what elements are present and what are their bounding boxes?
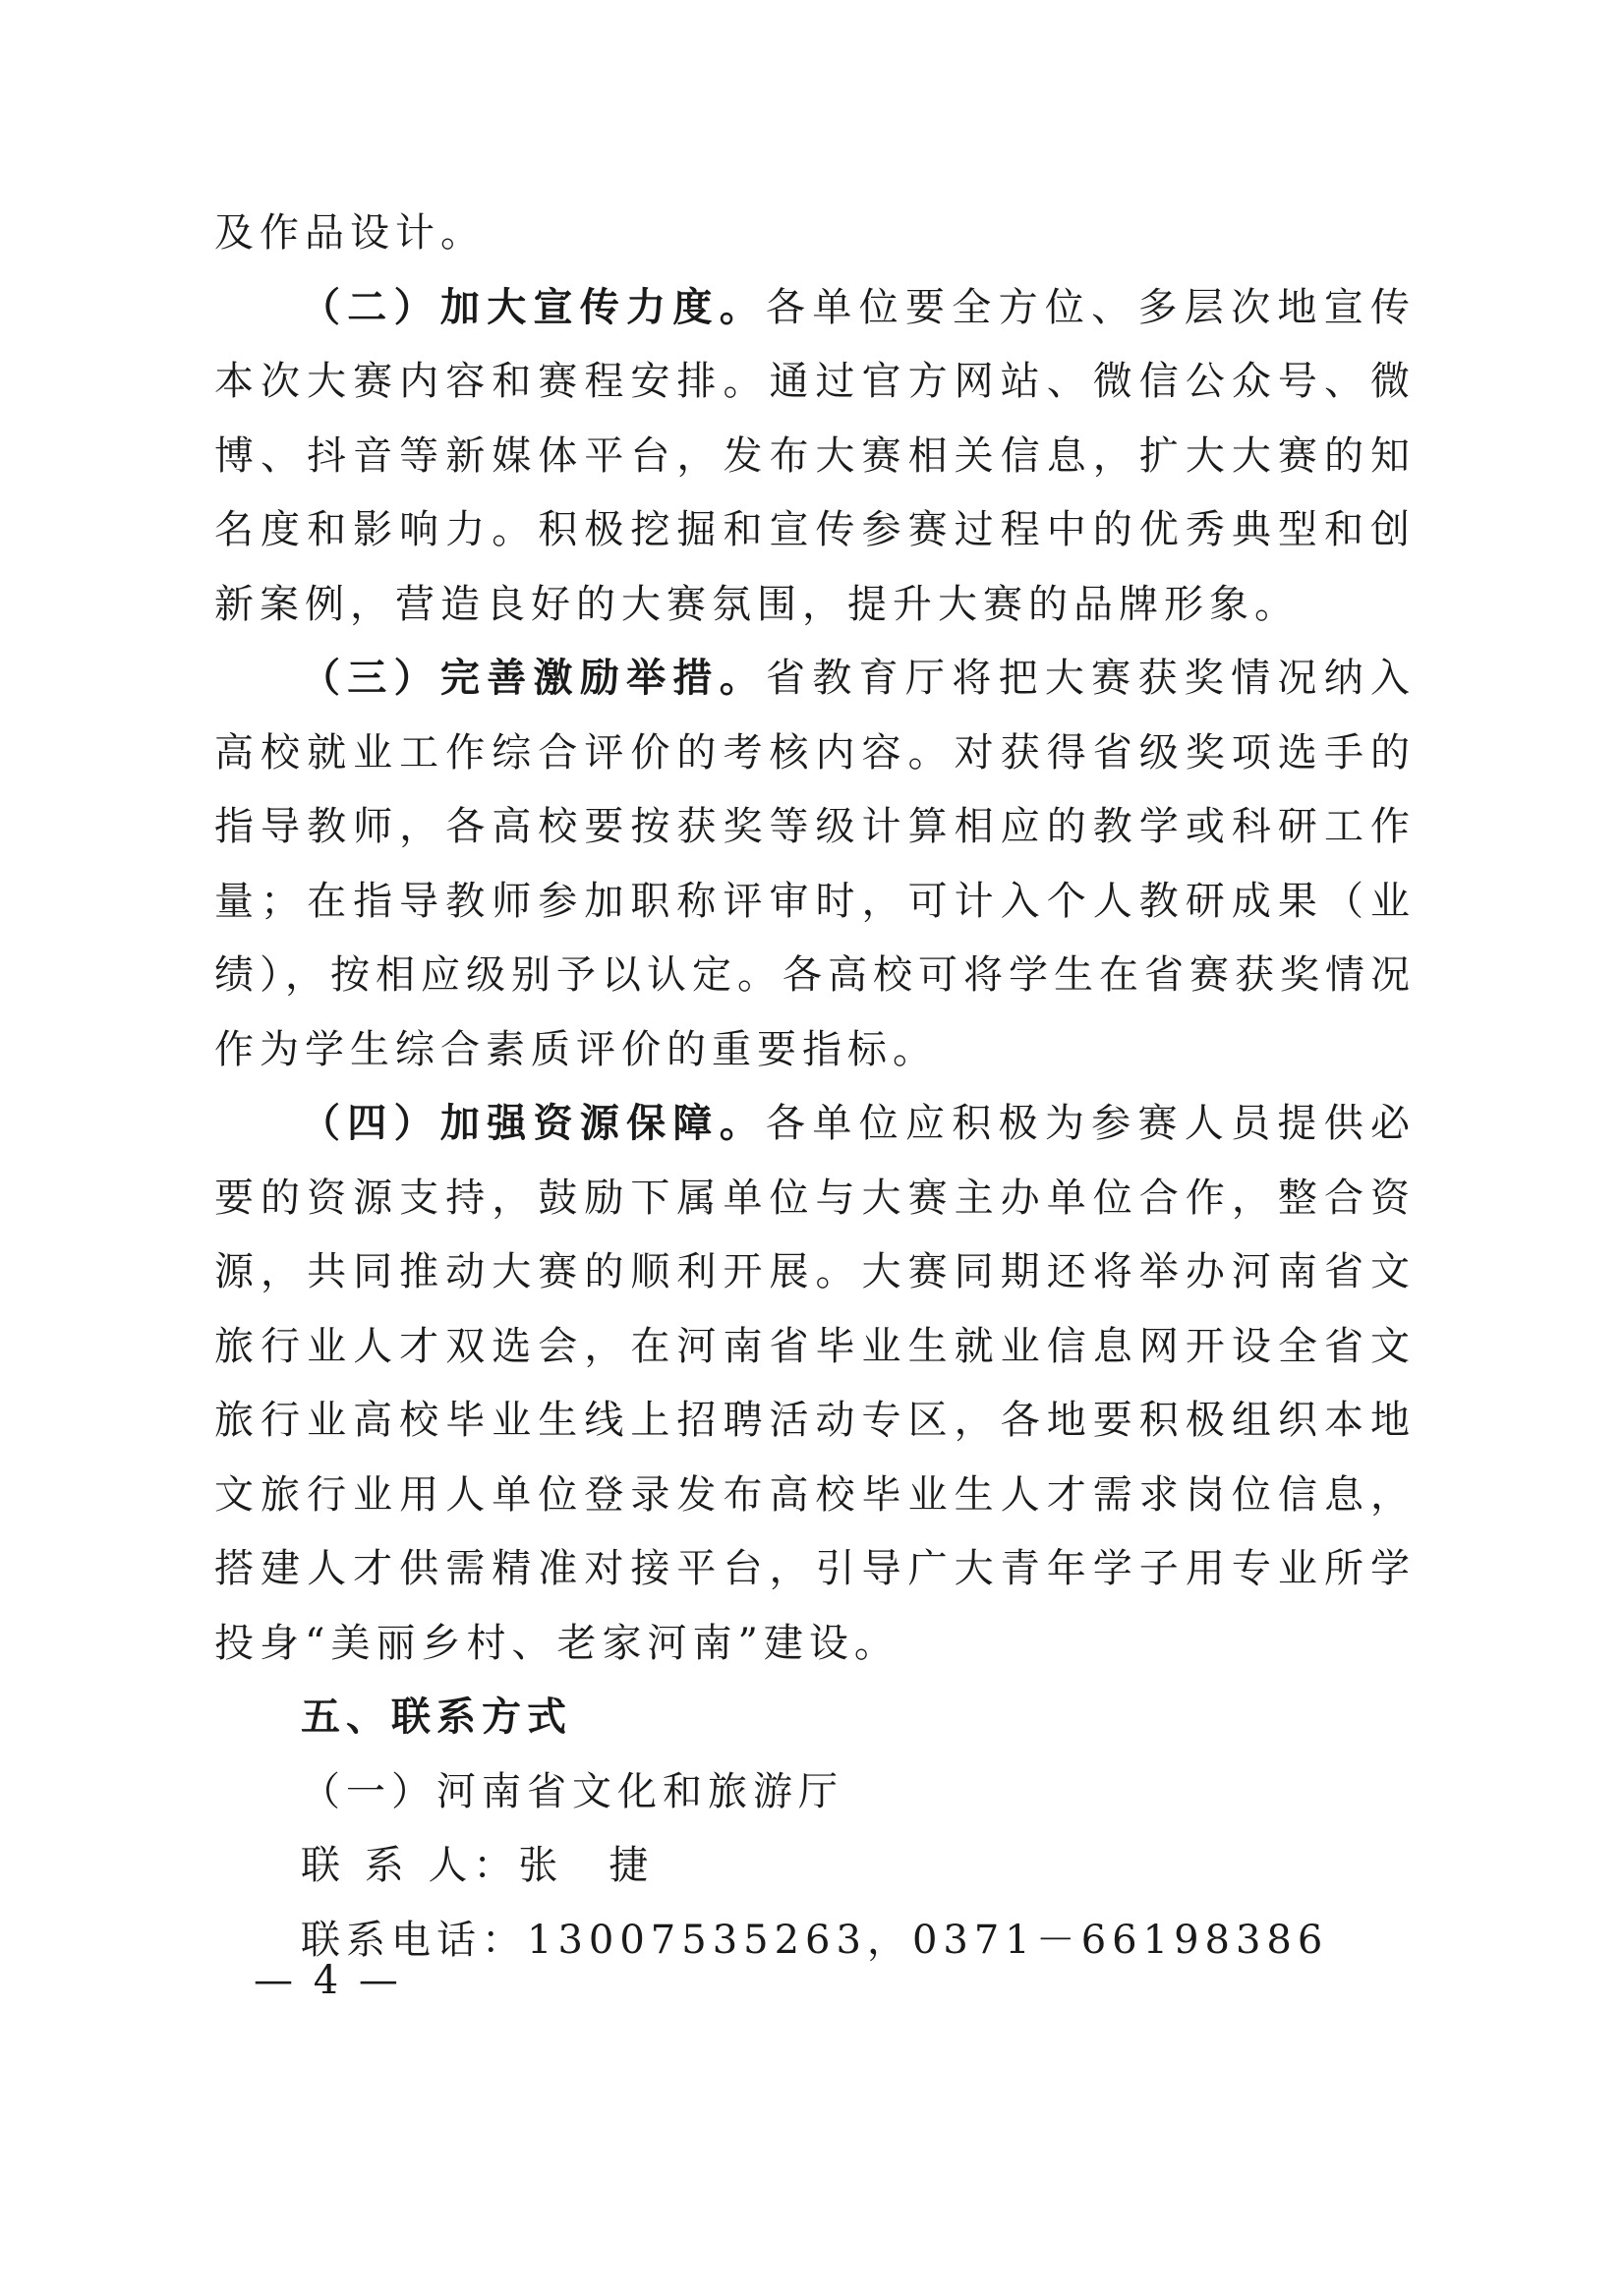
paragraph-resources: [214, 1087, 1416, 1681]
heading-resources: （四）加强资源保障。: [301, 1101, 767, 1146]
paragraph-publicity: [214, 271, 1416, 643]
text-incentives: 省教育厅将把大赛获奖情况纳入高校就业工作综合评价的考核内容。对获得省级奖项选手的指导教师，各高校要按获奖等级计算相应的教学或科研工作量；在指导教师参加职称评审时，可计入个人教研成果（业绩），按相应级别予以认定。各高校可将学生在省赛获奖情况作为学生综合素质评价的重要指标。: [214, 656, 1417, 1072]
section-heading-contact: 五、联系方式: [301, 1694, 572, 1740]
paragraph-incentives: [214, 642, 1416, 1087]
text-publicity: 各单位要全方位、多层次地宣传本次大赛内容和赛程安排。通过官方网站、微信公众号、微博、抖音等新媒体平台，发布大赛相关信息，扩大大赛的知名度和影响力。积极挖掘和宣传参赛过程中的优秀典型和创新案例，营造良好的大赛氛围，提升大赛的品牌形象。: [214, 284, 1417, 627]
heading-publicity: （二）加大宣传力度。: [301, 284, 767, 330]
continuation-text: 及作品设计。: [214, 210, 486, 256]
heading-incentives: （三）完善激励举措。: [301, 656, 767, 701]
page-number: — 4 —: [254, 1958, 402, 2003]
paragraph-continuation: [214, 197, 1416, 271]
contact-person: 联 系 人：张 捷: [301, 1843, 655, 1888]
text-resources: 各单位应积极为参赛人员提供必要的资源支持，鼓励下属单位与大赛主办单位合作，整合资源，共同推动大赛的顺利开展。大赛同期还将举办河南省文旅行业人才双选会，在河南省毕业生就业信息网开设全省文旅行业高校毕业生线上招聘活动专区，各地要积极组织本地文旅行业用人单位登录发布高校毕业生人才需求岗位信息，搭建人才供需精准对接平台，引导广大青年学子用专业所学投身“美丽乡村、老家河南”建设。: [214, 1101, 1417, 1666]
contact-phone: 联系电话：13007535263，0371－66198386: [301, 1917, 1329, 1963]
contact-org: （一）河南省文化和旅游厅: [301, 1768, 843, 1814]
body-text: [214, 197, 1416, 1978]
